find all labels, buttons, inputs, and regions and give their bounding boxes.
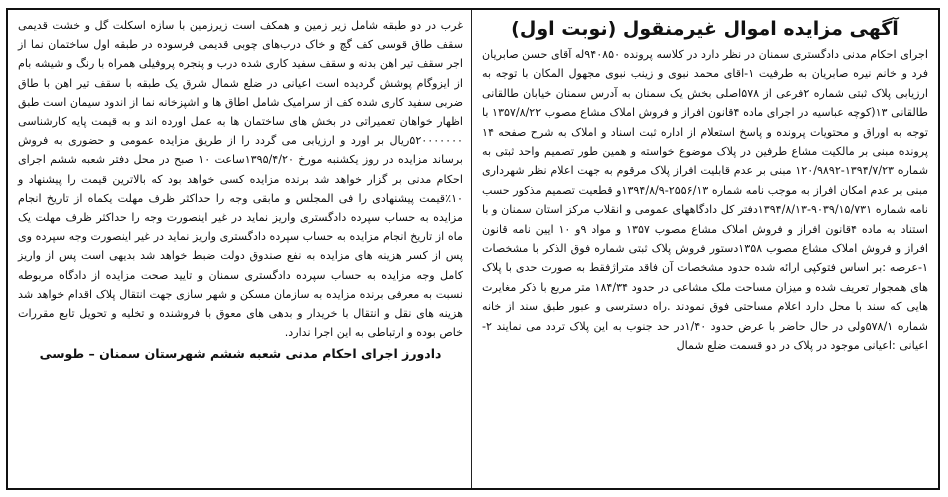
auction-notice	[6, 8, 940, 490]
notice-paragraph-left: غرب در دو طبقه شامل زیر زمین و همکف است زیرزمین با سازه اسکلت گل و خشت قدیمی سقف طاق قوسی کف گچ و خاک درب‌های چوبی قدیمی فرسوده در طبقه اول ساختمان نما از اجر سقف تیر اهن بدنه و سقف سفید کاری شده درب و پنجره پروفیلی همراه با رنگ و شیشه بام از ایزوگام پوشش گردیده است اعیانی در ضلع شمال شرق یک طبقه با سقف تیر اهن با طاق ضربی سفید کاری شده کف از سرامیک شامل اطاق ها و اشپزخانه نما از اندود سیمان است طبق اظهار خواهان تعمیراتی در بخش های ساختمان ها به عمل اورده اند و به قیمت پایه کارشناسی ۵۲۰۰۰۰۰۰۰ریال بر اورد و ارزیابی می گردد را از طریق مزایده عمومی و حضوری به فروش برساند مزایده در روز یکشنبه مورخ ۱۳۹۵/۴/۲۰ساعت ۱۰ صبح در محل دفتر شعبه ششم اجرای احکام مدنی بر گزار خواهد شد برنده مزایده کسی خواهد بود که بالاترین قیمت را پیشنهاد و ۱۰٪قیمت پیشنهادی را فی المجلس و مابقی وجه را حداکثر ظرف مهلت یکماه از تاریخ انجام مزایده به حساب سپرده دادگستری واریز نماید در غیر اینصورت وجه را حداکثر ظرف مهلت یک ماه از تاریخ انجام مزایده به حساب سپرده دادگستری واریز نماید در غیر اینصورت وجه سپرده وی پس از کسر هزینه های مزایده به نفع صندوق دولت ضبط خواهد شد بدیهی است پس از واریز کامل وجه مزایده به حساب سپرده دادگستری سمنان و تایید صحت مزایده از دادگاه مربوطه نسبت به معرفی برنده مزایده به سازمان مسکن و شهر سازی جهت انتقال پلاک اقدام خواهد شد هزینه های نقل و انتقال با خریدار و بدهی های معوق با فروشنده و تخلیه و تحویل تابع مقررات خاص بوده و ارتباطی به این اجرا ندارد.	[18, 19, 463, 340]
notice-signature: دادورز اجرای احکام مدنی شعبه ششم شهرستان سمنان – طوسی	[39, 346, 442, 362]
notice-title: آگهی مزایده اموال غیرمنقول (نوبت اول)	[511, 18, 899, 40]
notice-right-column	[471, 10, 938, 488]
notice-paragraph-right: اجرای احکام مدنی دادگستری سمنان در نظر دارد در کلاسه پرونده ۹۴۰۸۵۰له آقای حسن صابریان فرد و خانم نیره صابریان به طرفیت ۱-اقای محمد نبوی و زینب نبوی مجهول المکان با توجه به ارزیابی پلاک ثبتی شماره ۲فرعی از ۵۷۸اصلی بخش یک سمنان به آدرس سمنان خیابان طالقانی طالقانی ۱۳(کوچه عباسیه در اجرای ماده ۴قانون افراز و فروش املاک مشاع مصوب ۱۳۵۷/۸/۲۲ با توجه به اوراق و محتویات پرونده و پاسخ استعلام از اداره ثبت اسناد و املاک به شرح صفحه ۱۴ پرونده مبنی بر مالکیت مشاع طرفین در پلاک موضوع خواسته و همین طور تصمیم واحد ثبتی به شماره ۱۳۹۴/۷/۲۳-۱۲۰/۹۸۹۲ مبنی بر عدم قابلیت افراز پلاک مرقوم به جهت اعلام نظر شهرداری مبنی بر عدم امکان افراز به موجب نامه شماره ۲۵۵۶/۱۳-۱۳۹۴/۸/۹و قطعیت تصمیم مذکور حسب نامه شماره ۹۰۳۹/۱۵/۷۳۱-۱۳۹۴/۸/۱۳دفتر کل دادگاههای عمومی و انقلاب مرکز استان سمنان و با استناد به ماده ۴قانون افراز و فروش املاک مشاع مصوب ۱۳۵۷ و مواد ۹و ۱۰ ایین نامه قانون افراز و فروش املاک مشاع مصوب ۱۳۵۸دستور فروش پلاک ثبتی شماره فوق الذکر با مشخصات ۱-عرصه :بر اساس فتوکپی ارائه شده حدود مشخصات آن فاقد متراژفقط به صورت حدی با پلاک های همجوار تعریف شده و میزان مساحت ملک مشاعی در حدود ۱۸۴/۳۴ متر مربع با ذکر مغایرت هایی که سند با محل دارد اعلام مساحتی فوق نمودند .راه دسترسی و عبور طبق سند از خانه شماره ۵۷۸/۱ولی در حال حاضر با عرض حدود ۱/۴۰در حد جنوب به این پلاک تردد می نمایند ۲-اعیانی :اعیانی موجود در پلاک در دو قسمت ضلع شمال	[482, 48, 929, 353]
notice-left-column	[8, 10, 473, 488]
